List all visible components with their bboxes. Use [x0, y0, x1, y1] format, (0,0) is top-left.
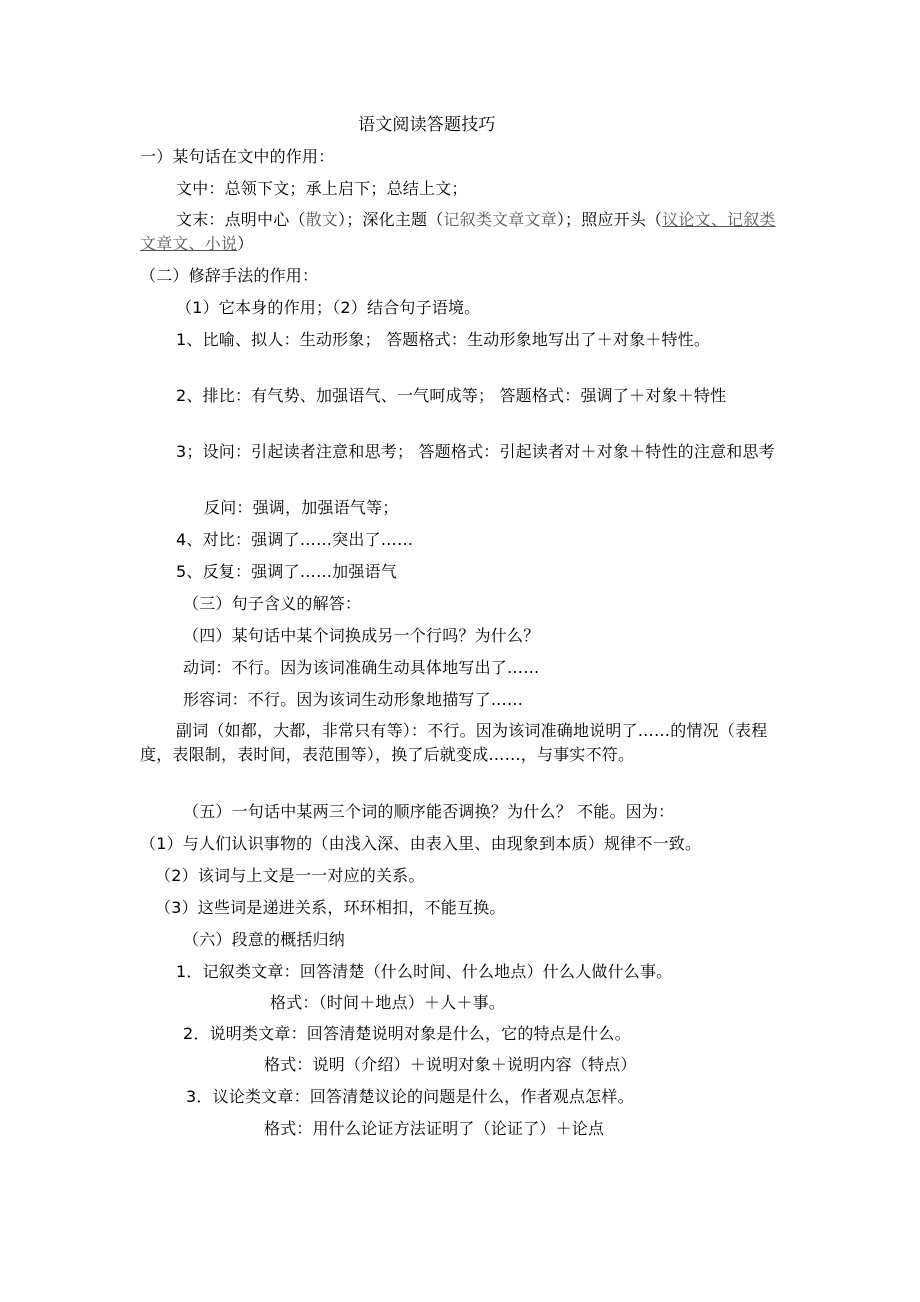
section-6-heading: （六）段意的概括归纳	[183, 930, 346, 949]
section-1-line-1: 文中：总领下文；承上启下；总结上文；	[176, 179, 468, 198]
section-2-heading: （二）修辞手法的作用：	[140, 266, 319, 285]
section-6-item-2-format: 格式：说明（介绍）＋说明对象＋说明内容（特点）	[264, 1055, 637, 1074]
text-fragment: ）；深化主题（	[338, 210, 444, 229]
section-1-line-2	[140, 208, 782, 256]
text-fragment-genre: 散文	[305, 210, 339, 229]
text-fragment-genre-underlined: 议论文、记叙类文章文、小说	[140, 210, 776, 253]
section-3-heading: （三）句子含义的解答：	[183, 594, 362, 613]
section-5-reason-3: （3）这些词是递进关系，环环相扣，不能互换。	[155, 898, 506, 917]
section-6-item-1: 1．记叙类文章：回答清楚（什么时间、什么地点）什么人做什么事。	[176, 962, 673, 981]
text-fragment: ）	[237, 234, 254, 253]
section-5-reason-2: （2）该词与上文是一一对应的关系。	[155, 866, 425, 885]
section-6-item-2: 2．说明类文章：回答清楚说明对象是什么，它的特点是什么。	[183, 1024, 631, 1043]
section-4-adjective: 形容词：不行。因为该词生动形象地描写了……	[183, 690, 524, 709]
section-2-intro: （1）它本身的作用；（2）结合句子语境。	[176, 298, 481, 317]
section-5-heading: （五）一句话中某两三个词的顺序能否调换？为什么？ 不能。因为：	[183, 802, 675, 821]
text-fragment-genre: 记叙类文章文章	[443, 210, 557, 229]
section-6-item-3: 3．议论类文章：回答清楚议论的问题是什么，作者观点怎样。	[186, 1087, 634, 1106]
section-2-item-3b: 反问：强调，加强语气等；	[204, 498, 399, 517]
section-2-item-2: 2、排比：有气势、加强语气、一气呵成等； 答题格式：强调了＋对象＋特性	[176, 386, 727, 405]
section-6-item-1-format: 格式：（时间＋地点）＋人＋事。	[270, 993, 506, 1012]
text-fragment: ）；照应开头（	[556, 210, 663, 229]
section-2-item-4: 4、对比：强调了……突出了……	[176, 530, 414, 549]
section-2-item-1: 1、比喻、拟人：生动形象； 答题格式：生动形象地写出了＋对象＋特性。	[176, 330, 711, 349]
section-4-heading: （四）某句话中某个词换成另一个行吗？为什么？	[183, 626, 540, 645]
document-title: 语文阅读答题技巧	[358, 115, 496, 135]
section-6-item-3-format: 格式：用什么论证方法证明了（论证了）＋论点	[264, 1119, 605, 1138]
section-5-reason-1: （1）与人们认识事物的（由浅入深、由表入里、由现象到本质）规律不一致。	[140, 834, 702, 853]
section-1-heading: 一）某句话在文中的作用：	[140, 147, 335, 166]
text-fragment: 文末：点明中心（	[176, 210, 306, 229]
section-2-item-5: 5、反复：强调了……加强语气	[176, 562, 397, 581]
section-4-verb: 动词：不行。因为该词准确生动具体地写出了……	[183, 658, 540, 677]
section-4-adverb: 副词（如都，大都，非常只有等）：不行。因为该词准确地说明了……的情况（表程度，表限制，表时间，表范围等），换了后就变成……，与事实不符。	[140, 721, 768, 764]
section-2-item-3: 3；设问：引起读者注意和思考； 答题格式：引起读者对＋对象＋特性的注意和思考	[176, 442, 775, 461]
